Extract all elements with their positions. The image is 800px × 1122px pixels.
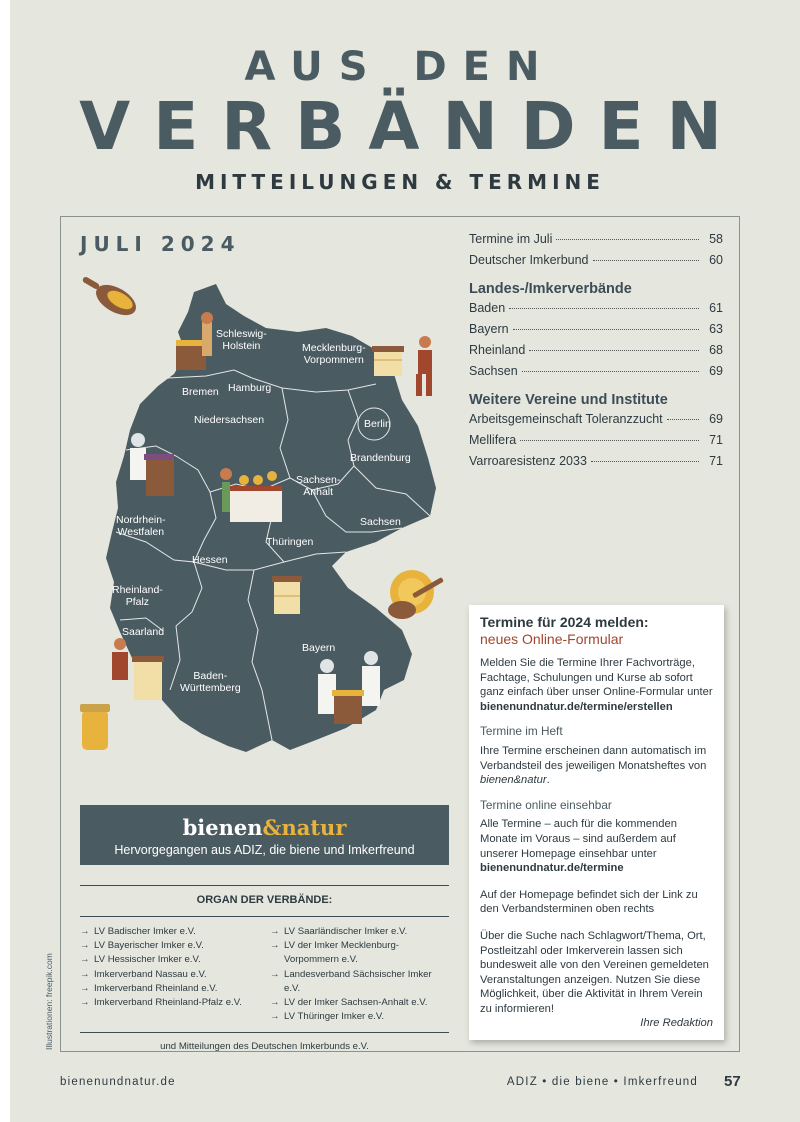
arrow-icon: → xyxy=(80,940,90,952)
toc-page: 58 xyxy=(709,232,723,246)
info-paragraph: Über die Suche nach Schlagwort/Thema, Ort, Postleitzahl oder Imkerverein lassen sich bundesweit alle von den Vereinen gemeldeten Veranstaltungen anzeigen. Nutzen Sie diese Möglichkeit, über die Aktivität in Ihrem Verein zu informieren! xyxy=(480,929,709,1015)
info-paragraph: Ihre Termine erscheinen dann automatisch im Verbandsteil des jeweiligen Monatsheftes von bienen&natur. xyxy=(480,744,707,787)
info-paragraph: Auf der Homepage befindet sich der Link zu den Verbandsterminen oben rechts xyxy=(480,888,698,916)
organ-title: ORGAN DER VERBÄNDE: xyxy=(196,894,333,906)
farmer-figure-east xyxy=(416,336,432,396)
illustration-credit: Illustrationen: freepik.com xyxy=(44,953,54,1050)
info-heading: Termine im Heft xyxy=(480,724,563,739)
toc-label: Baden xyxy=(469,301,506,315)
arrow-icon: → xyxy=(80,926,90,937)
list-item: → LV Badischer Imker e.V. xyxy=(80,925,270,939)
toc-page: 61 xyxy=(709,301,723,315)
brand-subtitle: Hervorgegangen aus ADIZ, die biene und Imkerfreund xyxy=(114,843,415,857)
state-label: Nordrhein- Westfalen xyxy=(116,514,166,538)
honeycomb-icon xyxy=(388,570,444,619)
toc-page: 69 xyxy=(709,364,723,378)
list-item: → Landesverband Sächsischer Imker e.V. xyxy=(270,968,449,996)
toc-row[interactable] xyxy=(469,454,723,475)
arrow-icon: → xyxy=(270,968,280,980)
footer-website[interactable]: bienenundnatur.de xyxy=(60,1076,176,1088)
beehive-mv xyxy=(372,346,404,376)
arrow-icon: → xyxy=(270,926,280,937)
arrow-icon: → xyxy=(80,982,90,994)
toc-row[interactable] xyxy=(469,253,723,274)
list-item: → Imkerverband Nassau e.V. xyxy=(80,968,270,982)
state-label: Bayern xyxy=(302,642,336,654)
toc-section-title: Landes-/Imkerverbände xyxy=(469,281,632,297)
state-label: Schleswig- Holstein xyxy=(216,328,267,352)
state-label: Saarland xyxy=(122,626,165,638)
toc-section-title: Weitere Vereine und Institute xyxy=(469,392,668,408)
toc-label: Bayern xyxy=(469,322,509,336)
termine-link[interactable]: bienenundnatur.de/termine xyxy=(480,862,624,875)
organ-footer: und Mitteilungen des Deutschen Imkerbunds e.V. xyxy=(160,1041,369,1053)
list-item: → LV Hessischer Imker e.V. xyxy=(80,953,270,967)
toc-row[interactable] xyxy=(469,433,723,454)
toc-label: Termine im Juli xyxy=(469,232,553,246)
arrow-icon: → xyxy=(80,968,90,980)
info-heading: Termine online einsehbar xyxy=(480,797,612,812)
toc-row[interactable] xyxy=(469,412,723,433)
toc-row[interactable] xyxy=(469,322,723,343)
toc-page: 68 xyxy=(709,343,723,357)
toc-label: Rheinland xyxy=(469,343,526,357)
list-item: → LV der Imker Mecklenburg- xyxy=(270,939,449,953)
table-of-contents xyxy=(469,232,723,475)
info-title: Termine für 2024 melden: xyxy=(480,614,649,630)
header-title-line2: VERBÄNDEN xyxy=(79,88,745,165)
list-item: → LV Bayerischer Imker e.V. xyxy=(80,939,270,953)
info-box xyxy=(469,605,724,1040)
form-link[interactable]: bienenundnatur.de/termine/erstellen xyxy=(480,700,673,713)
list-item: → LV Saarländischer Imker e.V. xyxy=(270,925,449,939)
arrow-icon: → xyxy=(270,1011,280,1023)
state-label: Thüringen xyxy=(266,536,314,548)
state-label: Mecklenburg- Vorpommern xyxy=(302,342,366,366)
toc-page: 69 xyxy=(709,412,723,426)
arrow-icon: → xyxy=(80,997,90,1009)
state-label: Brandenburg xyxy=(350,452,411,464)
beehive-center xyxy=(272,576,302,614)
arrow-icon: → xyxy=(80,954,90,966)
list-item: Vorpommern e.V. xyxy=(284,954,358,966)
header-title-line1: AUS DEN xyxy=(244,44,556,90)
arrow-icon: → xyxy=(270,940,280,952)
honey-spoon-icon xyxy=(82,276,141,321)
list-item: → LV der Imker Sachsen-Anhalt e.V. xyxy=(270,996,449,1010)
list-item: → Imkerverband Rheinland e.V. xyxy=(80,982,270,996)
info-paragraph: Alle Termine – auch für die kommenden Monate im Voraus – sind außerdem auf unserer Homepage einsehbar unter bienenundnatur.de/termine xyxy=(480,818,677,875)
state-label: Sachsen xyxy=(360,516,401,528)
month-heading: JULI 2024 xyxy=(80,232,241,256)
state-label: Hamburg xyxy=(228,382,272,394)
info-signature: Ihre Redaktion xyxy=(640,1017,713,1030)
arrow-icon: → xyxy=(270,997,280,1009)
state-label: Niedersachsen xyxy=(194,414,265,426)
toc-row[interactable] xyxy=(469,232,723,253)
toc-page: 71 xyxy=(709,454,723,468)
page-number: 57 xyxy=(724,1073,741,1090)
list-item: → LV Thüringer Imker e.V. xyxy=(270,1010,449,1024)
toc-page: 71 xyxy=(709,433,723,447)
honey-jar-icon xyxy=(80,704,110,750)
toc-label: Deutscher Imkerbund xyxy=(469,253,589,267)
state-label: Berlin xyxy=(364,418,391,430)
toc-label: Mellifera xyxy=(469,433,517,447)
toc-page: 60 xyxy=(709,253,723,267)
germany-map xyxy=(76,270,452,770)
info-subtitle: neues Online-Formular xyxy=(480,631,624,647)
state-label: Baden- Württemberg xyxy=(180,670,241,694)
organ-column-2 xyxy=(270,925,449,1024)
state-label: Hessen xyxy=(192,554,228,566)
toc-label: Varroaresistenz 2033 xyxy=(469,454,587,468)
toc-label: Sachsen xyxy=(469,364,518,378)
toc-row[interactable] xyxy=(469,301,723,322)
state-label: Bremen xyxy=(182,386,219,398)
header-subtitle: MITTEILUNGEN & TERMINE xyxy=(195,170,605,194)
toc-label: Arbeitsgemeinschaft Toleranzzucht xyxy=(469,412,663,426)
left-margin-strip xyxy=(0,0,10,1122)
toc-row[interactable] xyxy=(469,364,723,385)
organ-column-1 xyxy=(80,925,270,1024)
state-label: Sachsen- Anhalt xyxy=(296,474,341,498)
toc-row[interactable] xyxy=(469,343,723,364)
brand-logo: bienen&natur xyxy=(182,815,347,840)
info-paragraph: Melden Sie die Termine Ihrer Fachvorträge, Fachtage, Schulungen und Kurse ab sofort ganz einfach über unser Online-Formular unter bienenundnatur.de/termine/erstellen xyxy=(480,657,713,713)
brand-banner xyxy=(80,805,449,865)
toc-page: 63 xyxy=(709,322,723,336)
list-item: → Imkerverband Rheinland-Pfalz e.V. xyxy=(80,996,270,1010)
footer-publications: ADIZ • die biene • Imkerfreund xyxy=(506,1076,698,1088)
state-label: Rheinland- Pfalz xyxy=(112,584,163,608)
organ-section xyxy=(80,885,449,1052)
